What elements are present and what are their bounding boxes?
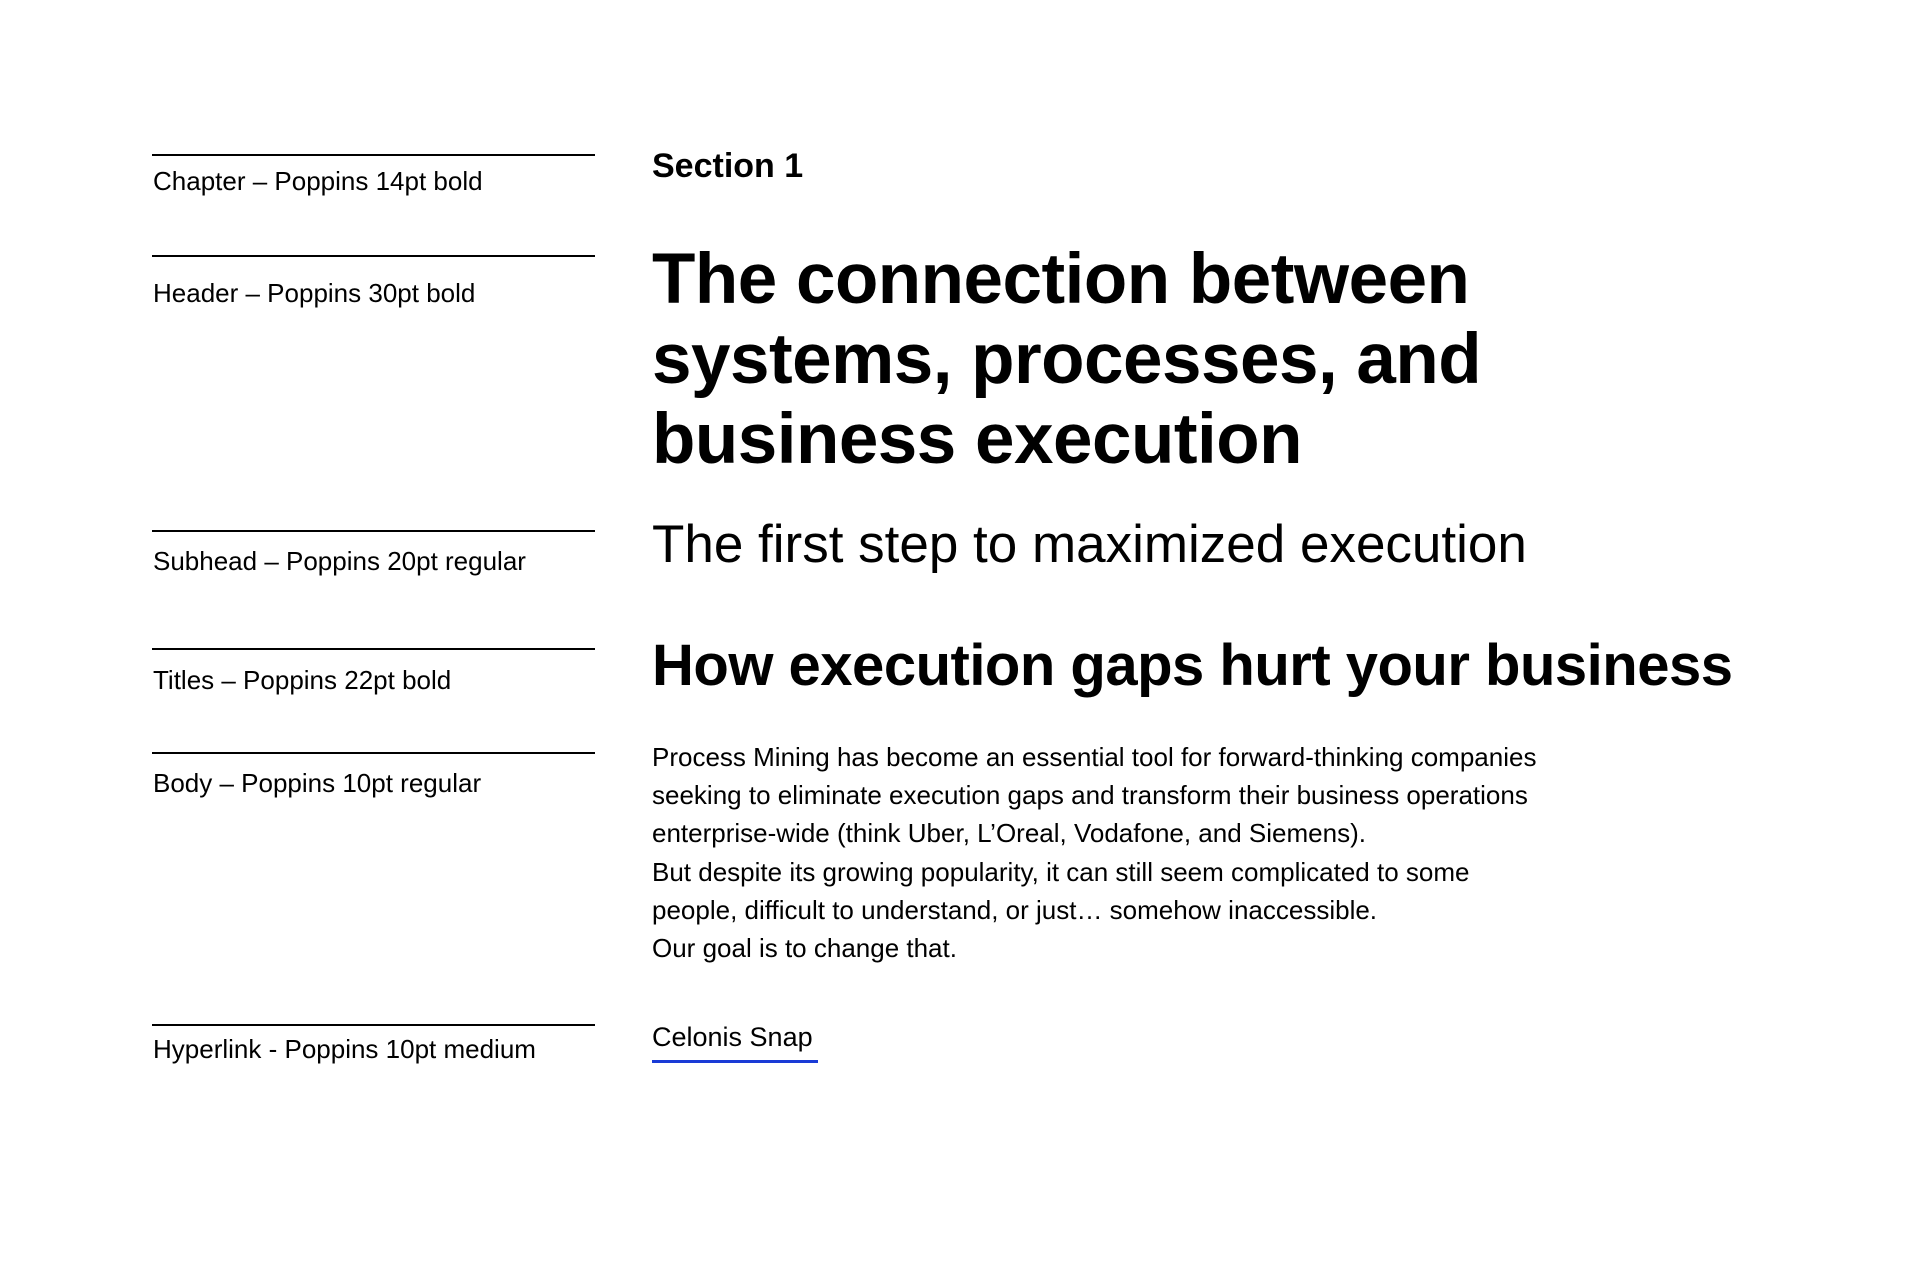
body-sample-line: Process Mining has become an essential tool for forward-thinking companies [652,742,1537,772]
body-divider [152,752,595,754]
subhead-divider [152,530,595,532]
hyperlink-spec-label: Hyperlink - Poppins 10pt medium [153,1034,536,1064]
header-sample-line: The connection between [652,240,1470,319]
titles-spec-label: Titles – Poppins 22pt bold [153,665,452,695]
body-sample-line: But despite its growing popularity, it can still seem complicated to some [652,856,1470,887]
chapter-divider [152,154,595,156]
titles-sample: How execution gaps hurt your business [652,633,1733,698]
chapter-sample: Section 1 [652,147,804,185]
header-sample-line: systems, processes, and [652,320,1482,399]
titles-divider [152,648,595,650]
chapter-spec-label: Chapter – Poppins 14pt bold [153,166,483,196]
body-sample [652,738,1536,967]
header-sample [652,240,1481,480]
celonis-snap-link[interactable]: Celonis Snap [652,1022,813,1052]
subhead-sample: The first step to maximized execution [652,515,1527,574]
body-sample-line: seeking to eliminate execution gaps and transform their business operations [652,780,1528,811]
header-sample-line: business execution [652,400,1302,479]
body-sample-line: enterprise-wide (think Uber, L’Oreal, Vodafone, and Siemens). [652,818,1366,849]
header-divider [152,255,595,257]
subhead-spec-label: Subhead – Poppins 20pt regular [153,546,526,576]
header-spec-label: Header – Poppins 30pt bold [153,278,476,308]
body-spec-label: Body – Poppins 10pt regular [153,768,482,798]
body-sample-line: people, difficult to understand, or just… somehow inaccessible. [652,894,1378,925]
body-sample-line: Our goal is to change that. [652,933,957,964]
hyperlink-divider [152,1024,595,1026]
link-underline [652,1060,818,1063]
